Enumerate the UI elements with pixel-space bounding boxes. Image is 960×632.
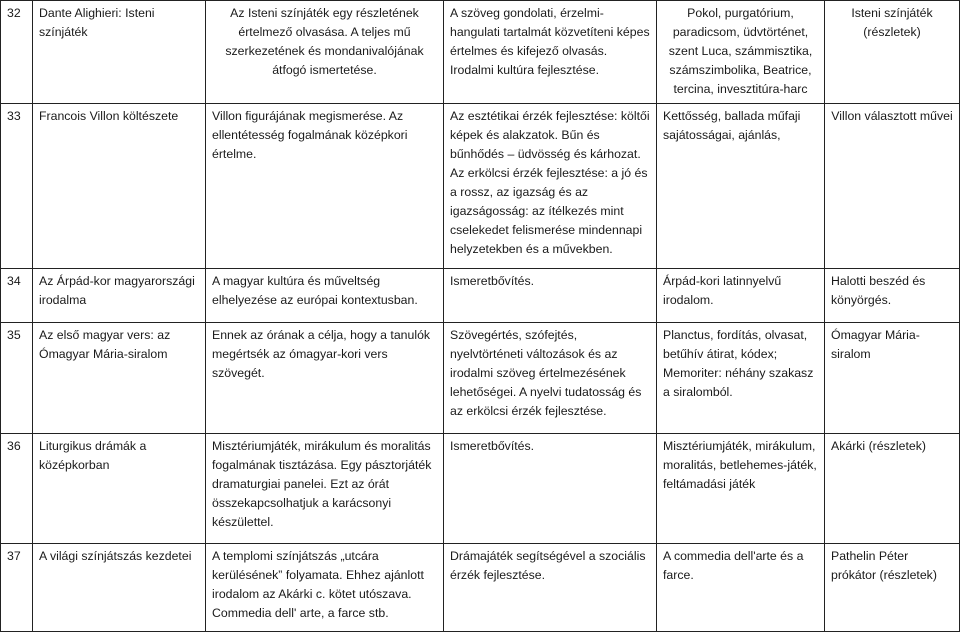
lesson-content: A templomi színjátszás „utcára kerülésének” folyamata. Ehhez ajánlott irodalom az Akárki c. kötet utószava. Commedia dell' arte, a farce stb.	[206, 544, 444, 632]
readings: Isteni színjáték (részletek)	[825, 1, 960, 104]
table-row	[1, 323, 960, 434]
table-row	[1, 1, 960, 104]
lesson-number: 32	[1, 1, 33, 104]
key-concepts: Misztériumjáték, mirákulum, moralitás, betlehemes-játék, feltámadási játék	[657, 434, 825, 544]
lesson-topic: A világi színjátszás kezdetei	[33, 544, 206, 632]
readings: Ómagyar Mária-siralom	[825, 323, 960, 434]
readings: Villon választott művei	[825, 104, 960, 269]
lesson-topic: Az Árpád-kor magyarországi irodalma	[33, 269, 206, 323]
lesson-topic: Liturgikus drámák a középkorban	[33, 434, 206, 544]
readings: Pathelin Péter prókátor (részletek)	[825, 544, 960, 632]
readings: Akárki (részletek)	[825, 434, 960, 544]
lesson-number: 37	[1, 544, 33, 632]
development-goals: A szöveg gondolati, érzelmi-hangulati tartalmát közvetíteni képes értelmes és kifejező olvasás. Irodalmi kultúra fejlesztése.	[444, 1, 657, 104]
lesson-number: 33	[1, 104, 33, 269]
table-row	[1, 269, 960, 323]
lesson-content: Misztériumjáték, mirákulum és moralitás fogalmának tisztázása. Egy pásztorjáték dramaturgiai panelei. Ezt az órát összekapcsolhatjuk a karácsonyi készülettel.	[206, 434, 444, 544]
lesson-number: 36	[1, 434, 33, 544]
lesson-content: Ennek az órának a célja, hogy a tanulók megértsék az ómagyar-kori vers szövegét.	[206, 323, 444, 434]
lesson-number: 35	[1, 323, 33, 434]
table-row	[1, 434, 960, 544]
development-goals: Szövegértés, szófejtés, nyelvtörténeti változások és az irodalmi szöveg értelmezésének lehetőségei. A nyelvi tudatosság és az erkölcsi érzék fejlesztése.	[444, 323, 657, 434]
lesson-topic: Az első magyar vers: az Ómagyar Mária-siralom	[33, 323, 206, 434]
lesson-topic: Dante Alighieri: Isteni színjáték	[33, 1, 206, 104]
readings: Halotti beszéd és könyörgés.	[825, 269, 960, 323]
development-goals: Drámajáték segítségével a szociális érzék fejlesztése.	[444, 544, 657, 632]
lesson-topic: Francois Villon költészete	[33, 104, 206, 269]
development-goals: Ismeretbővítés.	[444, 269, 657, 323]
lesson-number: 34	[1, 269, 33, 323]
key-concepts: Planctus, fordítás, olvasat, betűhív átirat, kódex; Memoriter: néhány szakasz a siralomból.	[657, 323, 825, 434]
key-concepts: A commedia dell'arte és a farce.	[657, 544, 825, 632]
development-goals: Ismeretbővítés.	[444, 434, 657, 544]
lesson-content: Villon figurájának megismerése. Az ellentétesség fogalmának középkori értelme.	[206, 104, 444, 269]
key-concepts: Kettősség, ballada műfaji sajátosságai, ajánlás,	[657, 104, 825, 269]
table-row	[1, 104, 960, 269]
key-concepts: Pokol, purgatórium, paradicsom, üdvtörténet, szent Luca, számmisztika, számszimbolika, Beatrice, tercina, invesztitúra-harc	[657, 1, 825, 104]
development-goals: Az esztétikai érzék fejlesztése: költői képek és alakzatok. Bűn és bűnhődés – üdvösség és kárhozat. Az erkölcsi érzék fejlesztése: a jó és a rossz, az igazság és az igazságosság: az ítélkezés mint cselekedet felismerése mindennapi helyzetekben és a művekben.	[444, 104, 657, 269]
lesson-content: Az Isteni színjáték egy részletének értelmező olvasása. A teljes mű szerkezetének és mondanivalójának átfogó ismertetése.	[206, 1, 444, 104]
key-concepts: Árpád-kori latinnyelvű irodalom.	[657, 269, 825, 323]
lesson-content: A magyar kultúra és műveltség elhelyezése az európai kontextusban.	[206, 269, 444, 323]
table-row	[1, 544, 960, 632]
